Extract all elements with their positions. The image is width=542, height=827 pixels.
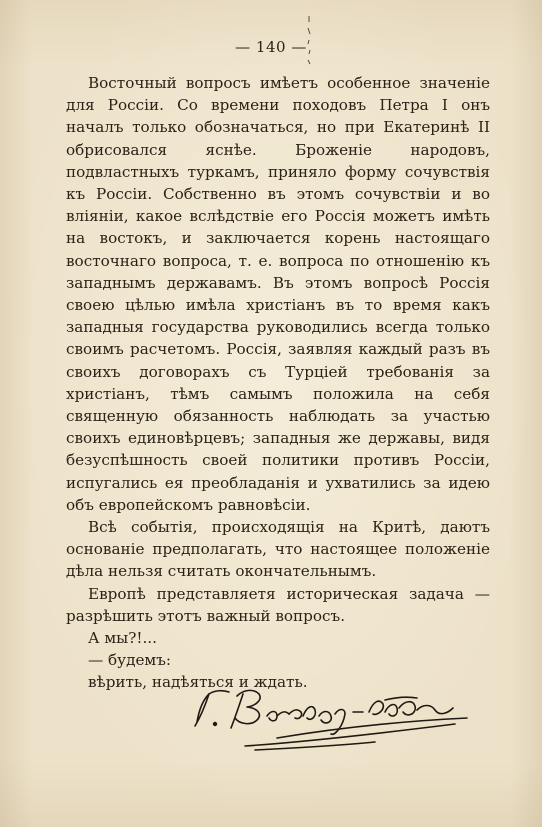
signature-image bbox=[185, 676, 475, 756]
paragraph-europe-task: Европѣ представляетя историческая задача — разрѣшить этотъ важный вопросъ. bbox=[66, 584, 490, 625]
body-text bbox=[66, 72, 490, 694]
paragraph-we-shall: — будемъ: bbox=[88, 651, 172, 670]
author-signature bbox=[185, 676, 475, 756]
paragraph-and-we: А мы?!... bbox=[88, 629, 157, 648]
paragraph-eastern-question: Восточный вопросъ имѣетъ особенное значеніе для Россіи. Со времени походовъ Петра I онъ началъ только обозначаться, но при Екатеринѣ II обрисовался яснѣе. Броженіе народовъ, подвластныхъ туркамъ, приняло форму сочувствія къ Россіи. Собственно въ этомъ сочувствіи и во вліяніи, какое вслѣдствіе его Россія можетъ имѣть на востокъ, и заключается корень настоящаго восточнаго вопроса, т. е. вопроса по отношенію къ западнымъ державамъ. Въ этомъ вопросѣ Россія своею цѣлью имѣла христіанъ въ то время какъ западныя государства руководились всегда только своимъ расчетомъ. Россія, заявляя каждый разъ въ своихъ договорахъ съ Турціей требованія за христіанъ, тѣмъ самымъ положила на себя священную обязанность наблюдать за участью своихъ единовѣрцевъ; западныя же державы, видя безуспѣшность своей политики противъ Россіи, испугались ея преобладанія и ухватились за идею объ европейскомъ равновѣсіи. bbox=[66, 74, 490, 514]
paragraph-crete: Всѣ событія, происходящія на Критѣ, даютъ основаніе предполагать, что настоящее положеніе дѣла нельзя считать окончательнымъ. bbox=[66, 518, 490, 581]
page-number: — 140 — bbox=[235, 38, 307, 56]
paragraph-believe-hope-wait: вѣрить, надѣяться и ждать. bbox=[88, 673, 308, 692]
